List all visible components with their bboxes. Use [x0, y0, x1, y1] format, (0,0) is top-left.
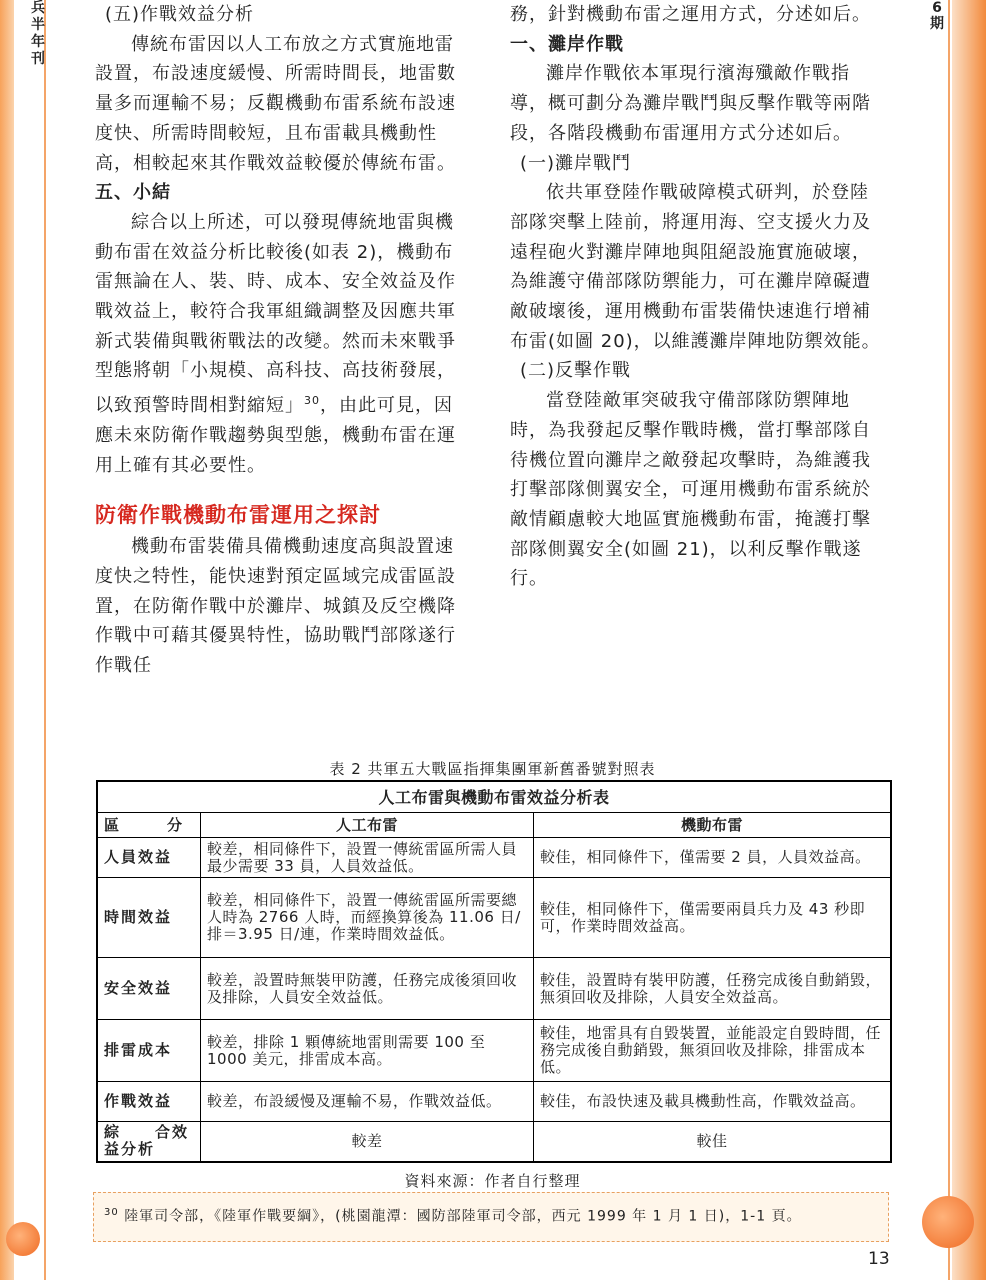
footnote-number: 30: [104, 1207, 119, 1218]
footnote-text: 陸軍司令部，《陸軍作戰要綱》，(桃園龍潭：國防部陸軍司令部，西元 1999 年 1 月 1 日)，1-1 頁。: [124, 1208, 802, 1225]
paragraph: 依共軍登陸作戰破障模式研判，於登陸部隊突擊上陸前，將運用海、空支援火力及遠程砲火對灘岸陣地與阻絕設施實施破壞，為維護守備部隊防禦能力，可在灘岸障礙遭敵破壞後，運用機動布雷裝備快速進行增補布雷(如圖 20)，以維護灘岸陣地防禦效能。: [510, 182, 881, 352]
row-label: 綜 合效益分析: [97, 1122, 201, 1162]
row-label: 安全效益: [97, 958, 201, 1020]
paragraph: [95, 208, 467, 480]
cell-mobile: 較佳，相同條件下，僅需要 2 員，人員效益高。: [534, 838, 892, 878]
issue-label-vertical: 6期: [930, 0, 944, 32]
paragraph: 灘岸作戰依本軍現行濱海殲敵作戰指導，概可劃分為灘岸戰鬥與反擊作戰等兩階段，各階段機動布雷運用方式分述如后。: [510, 63, 871, 144]
cell-manual: 較差，排除 1 顆傳統地雷則需要 100 至 1000 美元，排雷成本高。: [201, 1020, 534, 1082]
row-label: 作戰效益: [97, 1082, 201, 1122]
subsection-heading: (一)灘岸戰鬥: [520, 152, 632, 174]
right-decor-line: [948, 0, 950, 1280]
cell-mobile: 較佳，設置時有裝甲防護，任務完成後自動銷毀，無須回收及排除，人員安全效益高。: [534, 958, 892, 1020]
section-heading: 五、小結: [95, 182, 171, 204]
table-title-row: [97, 781, 891, 813]
benefit-analysis-table: [96, 780, 892, 1163]
left-column: [95, 0, 467, 681]
cell-mobile: 較佳，相同條件下，僅需要兩員兵力及 43 秒即可，作業時間效益高。: [534, 878, 892, 958]
table-row: [97, 838, 891, 878]
row-label: 時間效益: [97, 878, 201, 958]
header-category: 區 分: [97, 813, 201, 838]
cell-manual: 較差，相同條件下，設置一傳統雷區所需要總人時為 2766 人時，而經換算後為 11.06 日/排＝3.95 日/連，作業時間效益低。: [201, 878, 534, 958]
paragraph: 當登陸敵軍突破我守備部隊防禦陣地時，為我發起反擊作戰時機，當打擊部隊自待機位置向灘岸之敵發起攻擊時，為維護我打擊部隊側翼安全，可運用機動布雷系統於敵情顧慮較大地區實施機動布雷，掩護打擊部隊側翼安全(如圖 21)，以利反擊作戰遂行。: [510, 390, 871, 590]
section-heading: 一、灘岸作戰: [510, 33, 624, 55]
left-decor-circle: [6, 1222, 40, 1256]
cell-manual: 較差，相同條件下，設置一傳統雷區所需人員最少需要 33 員，人員效益低。: [201, 838, 534, 878]
header-mobile: 機動布雷: [534, 813, 892, 838]
cell-mobile: 較佳，布設快速及載具機動性高，作戰效益高。: [534, 1082, 892, 1122]
left-decor-bar: [0, 0, 14, 1280]
footnote-ref[interactable]: 30: [304, 394, 320, 408]
row-label: 排雷成本: [97, 1020, 201, 1082]
table-caption: 表 2 共軍五大戰區指揮集團軍新舊番號對照表: [329, 760, 656, 778]
cell-mobile: 較佳，地雷具有自毀裝置，並能設定自毀時間，任務完成後自動銷毀，無須回收及排除，排雷成本低。: [534, 1020, 892, 1082]
paragraph-text: ，由此可見，因應未來防衛作戰趨勢與型態，機動布雷在運用上確有其必要性。: [95, 395, 456, 476]
table-row: [97, 958, 891, 1020]
subsection-heading: (二)反擊作戰: [520, 360, 632, 382]
footnote: [93, 1192, 889, 1242]
cell-manual: 較差，設置時無裝甲防護，任務完成後須回收及排除，人員安全效益低。: [201, 958, 534, 1020]
right-decor-bar: [952, 0, 986, 1280]
cell-manual: 較差: [201, 1122, 534, 1162]
table-row: [97, 1020, 891, 1082]
table-row: [97, 878, 891, 958]
right-decor-circle: [922, 1196, 974, 1248]
subsection-heading: (五)作戰效益分析: [105, 4, 255, 25]
table-source: 資料來源：作者自行整理: [404, 1172, 581, 1190]
row-label: 人員效益: [97, 838, 201, 878]
table-header-row: [97, 813, 891, 838]
paragraph: 機動布雷裝備具備機動速度高與設置速度快之特性，能快速對預定區域完成雷區設置，在防衛作戰中於灘岸、城鎮及反空機降作戰中可藉其優異特性，協助戰鬥部隊遂行作戰任: [95, 536, 456, 677]
table-row: [97, 1082, 891, 1122]
chapter-title: 防衛作戰機動布雷運用之探討: [95, 503, 381, 528]
header-manual: 人工布雷: [201, 813, 534, 838]
right-column: [510, 0, 882, 594]
left-decor-line: [44, 0, 46, 1280]
paragraph: 務，針對機動布雷之運用方式，分述如后。: [510, 4, 871, 25]
cell-manual: 較差，布設緩慢及運輸不易，作戰效益低。: [201, 1082, 534, 1122]
table-title: 人工布雷與機動布雷效益分析表: [97, 781, 891, 813]
page-number: 13: [868, 1249, 890, 1269]
table-row: [97, 1122, 891, 1162]
paragraph: 傳統布雷因以人工布放之方式實施地雷設置，布設速度緩慢、所需時間長，地雷數量多而運輸不易；反觀機動布雷系統布設速度快、所需時間較短，且布雷載具機動性高，相較起來其作戰效益較優於傳統布雷。: [95, 33, 456, 174]
paragraph-text: 綜合以上所述，可以發現傳統地雷與機動布雷在效益分析比較後(如表 2)，機動布雷無論在人、裝、時、成本、安全效益及作戰效益上，較符合我軍組織調整及因應共軍新式裝備與戰術戰法的改變。然而未來戰爭型態將朝「小規模、高科技、高技術發展，以致預警時間相對縮短」: [95, 211, 456, 417]
journal-name-vertical: 兵半年刊: [31, 0, 45, 67]
cell-mobile: 較佳: [534, 1122, 892, 1162]
